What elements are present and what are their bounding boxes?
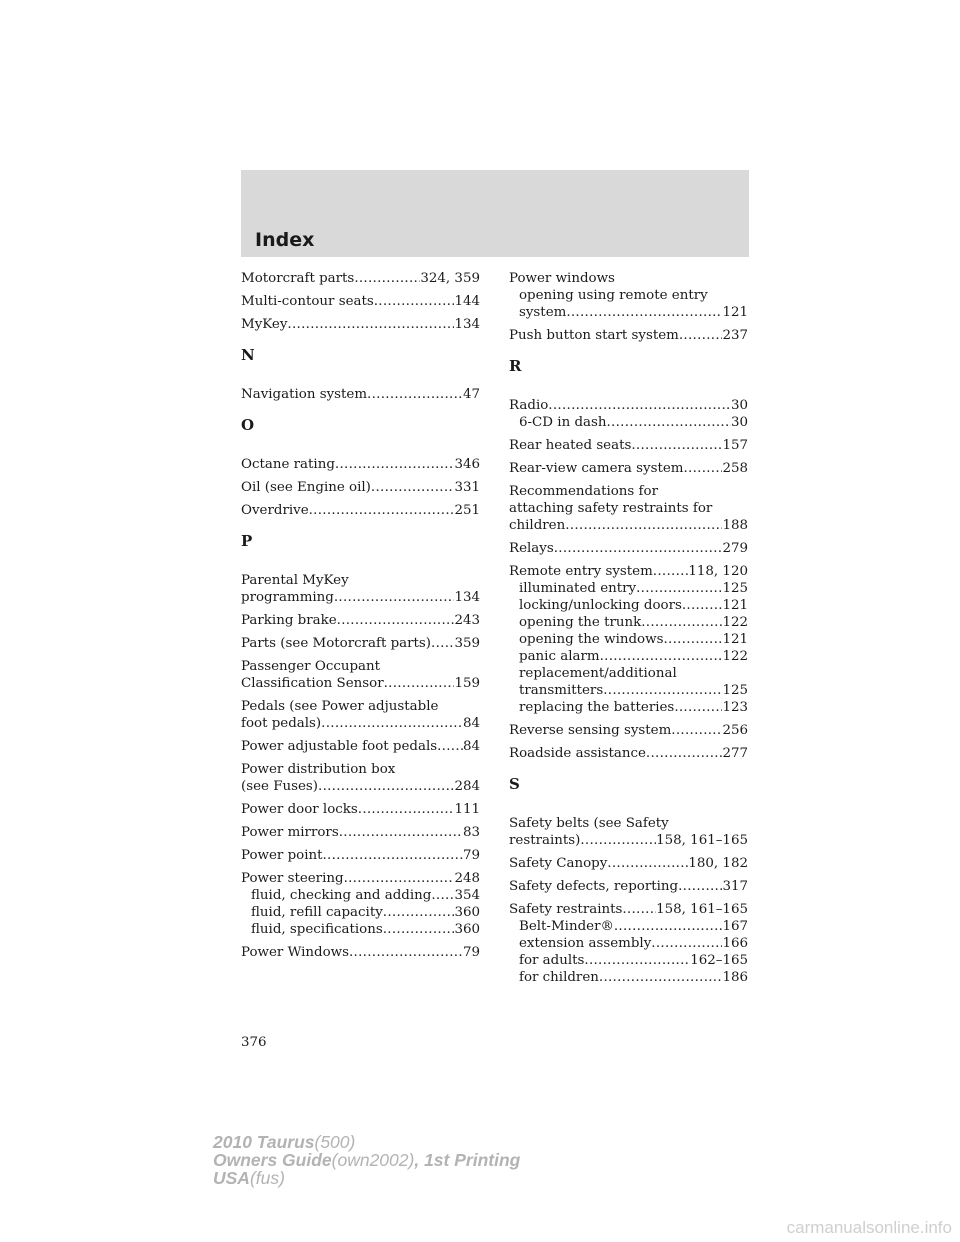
index-subentry-line [509, 935, 748, 952]
index-entry [509, 460, 748, 477]
entry-text: Power point [241, 848, 323, 863]
entry-text: opening the windows [519, 632, 664, 647]
entry-text: fluid, specifications [251, 922, 383, 937]
entry-page-ref: 180, 182 [688, 856, 748, 871]
index-subentry-line [509, 580, 748, 597]
index-entry [509, 855, 748, 872]
leader-dots [603, 682, 722, 699]
leader-dots [653, 563, 689, 580]
leader-dots [682, 597, 723, 614]
index-entry [509, 327, 748, 344]
index-entry-line [241, 675, 480, 692]
index-entry-line [509, 855, 748, 872]
entry-text: transmitters [519, 683, 604, 698]
index-entry [509, 540, 748, 557]
entry-page-ref: 121 [722, 305, 748, 320]
index-subentry-line [509, 918, 748, 935]
entry-text: for children [519, 970, 599, 985]
page-number: 376 [241, 1035, 267, 1050]
entry-page-ref: 159 [454, 676, 480, 691]
index-entry-line [241, 801, 480, 818]
leader-dots [651, 935, 722, 952]
entry-text: Rear-view camera system [509, 461, 684, 476]
leader-dots [636, 580, 722, 597]
entry-text: Parking brake [241, 613, 337, 628]
entry-page-ref: 324, 359 [420, 271, 480, 286]
leader-dots [358, 801, 455, 818]
entry-text: opening the trunk [519, 615, 642, 630]
entry-text: Power windows [509, 271, 615, 286]
leader-dots [600, 648, 723, 665]
entry-page-ref: 121 [722, 598, 748, 613]
entry-page-ref: 158, 161–165 [656, 833, 748, 848]
index-subentry-line [509, 597, 748, 614]
leader-dots [323, 847, 463, 864]
index-entry [509, 878, 748, 895]
entry-page-ref: 79 [462, 945, 480, 960]
entry-text: programming [241, 590, 334, 605]
index-entry [509, 722, 748, 739]
entry-page-ref: 243 [454, 613, 480, 628]
entry-text: Overdrive [241, 503, 309, 518]
entry-text: Recommendations for [509, 484, 658, 499]
index-entry-line [509, 500, 748, 517]
entry-text: Parts (see Motorcraft parts) [241, 636, 432, 651]
section-letter-p: P [241, 532, 253, 550]
entry-page-ref: 134 [454, 590, 480, 605]
entry-page-ref: 331 [454, 480, 480, 495]
leader-dots [287, 316, 454, 333]
entry-page-ref: 123 [722, 700, 748, 715]
index-entry-line [509, 540, 748, 557]
index-entry [241, 386, 480, 403]
entry-text: replacement/additional [519, 666, 677, 681]
entry-page-ref: 360 [454, 922, 480, 937]
entry-text: Roadside assistance [509, 746, 646, 761]
entry-page-ref: 157 [722, 438, 748, 453]
footer-printing: , 1st Printing [414, 1150, 521, 1170]
entry-text: 6-CD in dash [519, 415, 607, 430]
index-entry [509, 815, 748, 849]
entry-text: Navigation system [241, 387, 368, 402]
entry-text: Radio [509, 398, 549, 413]
index-entry-line [241, 778, 480, 795]
index-entry [241, 824, 480, 841]
entry-text: system [519, 305, 567, 320]
entry-page-ref: 256 [722, 723, 748, 738]
index-entry-line [241, 270, 480, 287]
index-entry-line [509, 517, 748, 534]
index-subentry-line [509, 648, 748, 665]
index-subentry-line [509, 414, 748, 431]
index-entry-line [509, 901, 748, 918]
index-subentry-line [509, 614, 748, 631]
index-entry-line [509, 483, 748, 500]
index-subentry-line [241, 887, 480, 904]
entry-text: Power door locks [241, 802, 358, 817]
entry-text: Power distribution box [241, 762, 396, 777]
site-watermark: carmanualsonline.info [786, 1218, 952, 1237]
leader-dots [580, 832, 656, 849]
entry-page-ref: 125 [722, 683, 748, 698]
entry-page-ref: 279 [722, 541, 748, 556]
index-column-right [509, 270, 748, 992]
index-entry [241, 479, 480, 496]
index-entry [241, 847, 480, 864]
index-entry-line [241, 293, 480, 310]
entry-page-ref: 277 [722, 746, 748, 761]
index-entry [241, 944, 480, 961]
index-entry [241, 738, 480, 755]
leader-dots [671, 722, 722, 739]
index-entry-line [509, 815, 748, 832]
entry-page-ref: 188 [722, 518, 748, 533]
leader-dots [599, 969, 723, 986]
index-entry-line [241, 635, 480, 652]
entry-page-ref: 317 [722, 879, 748, 894]
entry-page-ref: 258 [722, 461, 748, 476]
entry-text: locking/unlocking doors [519, 598, 682, 613]
footer-model: 2010 Taurus [213, 1132, 315, 1152]
entry-page-ref: 122 [722, 615, 748, 630]
index-entry-line [241, 870, 480, 887]
index-title: Index [255, 229, 315, 251]
index-entry-line [241, 761, 480, 778]
leader-dots [349, 944, 463, 961]
leader-dots [431, 887, 454, 904]
index-entry [241, 698, 480, 732]
leader-dots [565, 517, 722, 534]
index-entry-line [241, 589, 480, 606]
entry-text: children [509, 518, 566, 533]
leader-dots [335, 456, 455, 473]
index-entry-line [509, 722, 748, 739]
leader-dots [641, 614, 722, 631]
index-entry-line [509, 832, 748, 849]
entry-text: Rear heated seats [509, 438, 632, 453]
entry-page-ref: 134 [454, 317, 480, 332]
index-entry [241, 270, 480, 287]
entry-page-ref: 237 [722, 328, 748, 343]
entry-page-ref: 186 [722, 970, 748, 985]
leader-dots [309, 502, 455, 519]
entry-text: Safety restraints [509, 902, 623, 917]
index-entry-line [509, 878, 748, 895]
entry-page-ref: 144 [454, 294, 480, 309]
entry-text: Power mirrors [241, 825, 339, 840]
entry-text: Push button start system [509, 328, 679, 343]
footer-market: USA [213, 1168, 250, 1188]
index-entry [241, 761, 480, 795]
entry-page-ref: 30 [730, 398, 748, 413]
entry-text: Pedals (see Power adjustable [241, 699, 439, 714]
leader-dots [374, 293, 455, 310]
entry-page-ref: 346 [454, 457, 480, 472]
index-subentry-line [509, 952, 748, 969]
leader-dots [318, 778, 454, 795]
index-entry [509, 270, 748, 321]
index-entry-line [241, 572, 480, 589]
index-entry-line [509, 563, 748, 580]
entry-text: Belt-Minder® [519, 919, 614, 934]
leader-dots [584, 952, 690, 969]
section-letter-s: S [509, 775, 520, 793]
section-letter-n: N [241, 346, 255, 364]
index-entry-line [241, 715, 480, 732]
index-entry [509, 563, 748, 716]
entry-page-ref: 84 [462, 716, 480, 731]
leader-dots [631, 437, 722, 454]
entry-text: attaching safety restraints for [509, 501, 713, 516]
entry-page-ref: 251 [454, 503, 480, 518]
entry-text: Reverse sensing system [509, 723, 672, 738]
entry-page-ref: 167 [722, 919, 748, 934]
footer-market-code: (fus) [249, 1168, 285, 1188]
index-entry-line [509, 270, 748, 287]
entry-text: foot pedals) [241, 716, 322, 731]
index-entry [241, 612, 480, 629]
entry-page-ref: 122 [722, 649, 748, 664]
entry-text: Multi-contour seats [241, 294, 374, 309]
index-entry [509, 901, 748, 986]
index-entry-line [509, 437, 748, 454]
entry-page-ref: 118, 120 [688, 564, 748, 579]
index-entry [509, 483, 748, 534]
leader-dots [431, 635, 454, 652]
index-entry-line [241, 658, 480, 675]
entry-text: Relays [509, 541, 554, 556]
entry-text: MyKey [241, 317, 288, 332]
leader-dots [663, 631, 722, 648]
leader-dots [383, 921, 455, 938]
leader-dots [337, 612, 455, 629]
entry-page-ref: 162–165 [690, 953, 748, 968]
leader-dots [334, 589, 455, 606]
index-entry [241, 316, 480, 333]
index-subentry-line [241, 904, 480, 921]
entry-text: Power adjustable foot pedals [241, 739, 438, 754]
footer-guide: Owners Guide [213, 1150, 332, 1170]
entry-text: fluid, refill capacity [251, 905, 383, 920]
leader-dots [607, 414, 731, 431]
index-entry-line [241, 944, 480, 961]
leader-dots [354, 270, 420, 287]
index-entry-line [241, 824, 480, 841]
leader-dots [339, 824, 463, 841]
index-entry-line [241, 738, 480, 755]
leader-dots [679, 327, 723, 344]
entry-text: Power Windows [241, 945, 349, 960]
leader-dots [678, 878, 722, 895]
index-entry-line [241, 316, 480, 333]
index-header-band [241, 170, 749, 257]
index-entry [241, 456, 480, 473]
entry-text: restraints) [509, 833, 581, 848]
footer-guide-code: (own2002) [331, 1150, 415, 1170]
entry-page-ref: 354 [454, 888, 480, 903]
index-entry [241, 801, 480, 818]
leader-dots [614, 918, 723, 935]
entry-text: for adults [519, 953, 585, 968]
index-subentry-line [509, 665, 748, 682]
entry-page-ref: 125 [722, 581, 748, 596]
index-entry-line [509, 745, 748, 762]
leader-dots [367, 386, 463, 403]
leader-dots [674, 699, 722, 716]
leader-dots [683, 460, 722, 477]
entry-text: replacing the batteries [519, 700, 675, 715]
leader-dots [566, 304, 722, 321]
entry-text: panic alarm [519, 649, 600, 664]
leader-dots [384, 675, 455, 692]
entry-text: Safety defects, reporting [509, 879, 679, 894]
entry-page-ref: 166 [722, 936, 748, 951]
leader-dots [646, 745, 723, 762]
entry-page-ref: 284 [454, 779, 480, 794]
entry-text: Motorcraft parts [241, 271, 355, 286]
index-entry [509, 745, 748, 762]
entry-page-ref: 30 [730, 415, 748, 430]
section-letter-r: R [509, 357, 522, 375]
entry-page-ref: 83 [462, 825, 480, 840]
leader-dots [383, 904, 455, 921]
index-subentry-line [509, 287, 748, 304]
index-entry [509, 397, 748, 431]
entry-text: Parental MyKey [241, 573, 349, 588]
entry-text: Classification Sensor [241, 676, 384, 691]
leader-dots [437, 738, 463, 755]
leader-dots [607, 855, 688, 872]
entry-page-ref: 111 [454, 802, 480, 817]
index-entry [241, 502, 480, 519]
section-letter-o: O [241, 416, 255, 434]
entry-page-ref: 359 [454, 636, 480, 651]
entry-text: (see Fuses) [241, 779, 319, 794]
leader-dots [344, 870, 455, 887]
index-entry-line [241, 847, 480, 864]
index-entry [241, 635, 480, 652]
index-entry-line [241, 502, 480, 519]
entry-text: fluid, checking and adding [251, 888, 432, 903]
leader-dots [548, 397, 731, 414]
entry-page-ref: 248 [454, 871, 480, 886]
entry-text: Power steering [241, 871, 344, 886]
entry-page-ref: 47 [462, 387, 480, 402]
index-entry-line [241, 612, 480, 629]
entry-text: opening using remote entry [519, 288, 708, 303]
print-footer [213, 1133, 520, 1187]
entry-text: Octane rating [241, 457, 335, 472]
index-subentry-line [241, 921, 480, 938]
index-subentry-line [509, 682, 748, 699]
index-entry [241, 658, 480, 692]
entry-text: Passenger Occupant [241, 659, 380, 674]
index-subentry-line [509, 631, 748, 648]
index-entry-line [509, 327, 748, 344]
leader-dots [371, 479, 455, 496]
index-entry [241, 293, 480, 310]
entry-text: Oil (see Engine oil) [241, 480, 371, 495]
index-entry-line [509, 397, 748, 414]
leader-dots [622, 901, 656, 918]
index-entry-line [241, 698, 480, 715]
entry-text: Safety Canopy [509, 856, 608, 871]
leader-dots [321, 715, 463, 732]
leader-dots [554, 540, 723, 557]
index-subentry-line [509, 304, 748, 321]
index-entry-line [509, 460, 748, 477]
index-entry-line [241, 386, 480, 403]
entry-text: illuminated entry [519, 581, 637, 596]
index-column-left [241, 270, 480, 967]
index-subentry-line [509, 699, 748, 716]
index-entry [241, 572, 480, 606]
index-entry [241, 870, 480, 938]
entry-page-ref: 360 [454, 905, 480, 920]
index-entry-line [241, 479, 480, 496]
index-entry-line [241, 456, 480, 473]
footer-model-code: (500) [314, 1132, 356, 1152]
index-subentry-line [509, 969, 748, 986]
index-entry [509, 437, 748, 454]
entry-page-ref: 84 [462, 739, 480, 754]
entry-page-ref: 158, 161–165 [656, 902, 748, 917]
entry-text: extension assembly [519, 936, 652, 951]
entry-page-ref: 121 [722, 632, 748, 647]
entry-text: Remote entry system [509, 564, 653, 579]
entry-text: Safety belts (see Safety [509, 816, 669, 831]
entry-page-ref: 79 [462, 848, 480, 863]
